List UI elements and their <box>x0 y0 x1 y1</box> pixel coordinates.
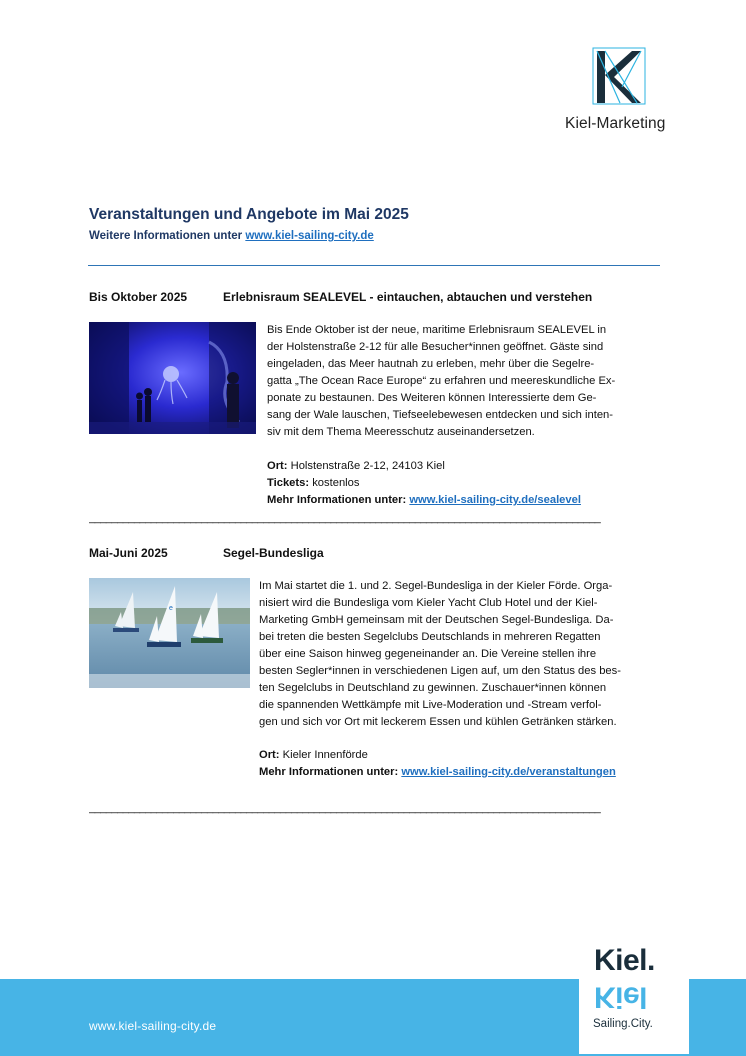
event-2-line: gen und sich vor Ort mit leckerem Essen und kühlen Getränken stärken. <box>259 716 617 728</box>
event-1-line: siv mit dem Thema Meeresschutz auseinandersetzen. <box>267 426 535 438</box>
event-1-tickets: Tickets: kostenlos <box>267 477 360 489</box>
kiel-marketing-logo-icon <box>592 47 646 105</box>
sailing-photo-icon <box>89 578 250 688</box>
event-2-info <box>259 747 616 781</box>
event-1-title: Erlebnisraum SEALEVEL - eintauchen, abtauchen und verstehen <box>223 290 593 304</box>
event-2-line: Marketing GmbH gemeinsam mit der Deutschen Segel-Bundesliga. Da- <box>259 614 614 626</box>
event-2-title: Segel-Bundesliga <box>223 546 324 560</box>
event-1-line: Bis Ende Oktober ist der neue, maritime Erlebnisraum SEALEVEL in <box>267 324 607 336</box>
exhibition-photo-icon <box>89 322 256 434</box>
event-2-line: Im Mai startet die 1. und 2. Segel-Bundesliga in der Kieler Förde. Orga- <box>259 580 613 592</box>
page-title: Veranstaltungen und Angebote im Mai 2025 <box>89 206 409 223</box>
event-2-line: ten Segelclubs in Deutschland zu gewinnen. Zuschauer*innen können <box>259 682 607 694</box>
event-2-line: besten Segler*innen in verschiedenen Ligen auf, um den Status des bes- <box>259 665 621 677</box>
event-2-ort: Ort: Kieler Innenförde <box>259 749 368 761</box>
event-1-line: sang der Wale lauschen, Tiefseelebewesen entdecken und sich inten- <box>267 409 613 421</box>
event-1-line: gatta „The Ocean Race Europe“ zu erfahren und meereskundliche Ex- <box>267 375 616 387</box>
event-2-line: über eine Saison hinweg gegeneinander an. Die Vereine stellen ihre <box>259 648 597 660</box>
event-1-line: ponate zu bestaunen. Des Weiteren können Interessierte dem Ge- <box>267 392 597 404</box>
event-1-line: der Holstenstraße 2-12 für alle Besucher*innen geöffnet. Gäste sind <box>267 341 604 353</box>
event-2-line: bei treten die besten Segelclubs Deutschlands in mehreren Regatten <box>259 631 601 643</box>
brand-name: Kiel-Marketing <box>565 115 666 132</box>
event-1-description <box>267 322 659 441</box>
event-2-line: die spannenden Wettkämpfe mit Live-Moderation und -Stream verfol- <box>259 699 602 711</box>
kiel-logo-text: Kiel. <box>594 944 655 977</box>
event-2-more: Mehr Informationen unter: www.kiel-sailing-city.de/veranstaltungen <box>259 766 616 778</box>
event-1-more: Mehr Informationen unter: www.kiel-sailing-city.de/sealevel <box>267 494 581 506</box>
separator-2: ___________________________________________________________________________________________ <box>89 802 601 814</box>
kiel-tagline: Sailing.City. <box>593 1018 653 1030</box>
svg-text:e: e <box>169 605 173 612</box>
sealevel-link[interactable]: www.kiel-sailing-city.de/sealevel <box>409 494 581 506</box>
event-1-line: eingeladen, das Meer hautnah zu erleben, mehr über die Segelre- <box>267 358 595 370</box>
separator-1: ___________________________________________________________________________________________ <box>89 512 601 524</box>
page-subtitle <box>89 230 374 242</box>
event-1-date: Bis Oktober 2025 <box>89 290 188 304</box>
title-divider <box>88 265 660 266</box>
veranstaltungen-link[interactable]: www.kiel-sailing-city.de/veranstaltungen <box>401 766 616 778</box>
event-1-ort: Ort: Holstenstraße 2-12, 24103 Kiel <box>267 460 445 472</box>
event-2-line: nisiert wird die Bundesliga vom Kieler Yacht Club Hotel und der Kiel- <box>259 597 598 609</box>
event-1-info <box>267 458 581 509</box>
website-link[interactable]: www.kiel-sailing-city.de <box>245 230 374 242</box>
footer-url[interactable]: www.kiel-sailing-city.de <box>89 1019 217 1033</box>
event-2-date: Mai-Juni 2025 <box>89 546 168 560</box>
subtitle-text: Weitere Informationen unter <box>89 230 246 242</box>
kiel-logo-mirror: Kiel <box>594 980 648 1014</box>
event-2-description <box>259 578 657 731</box>
